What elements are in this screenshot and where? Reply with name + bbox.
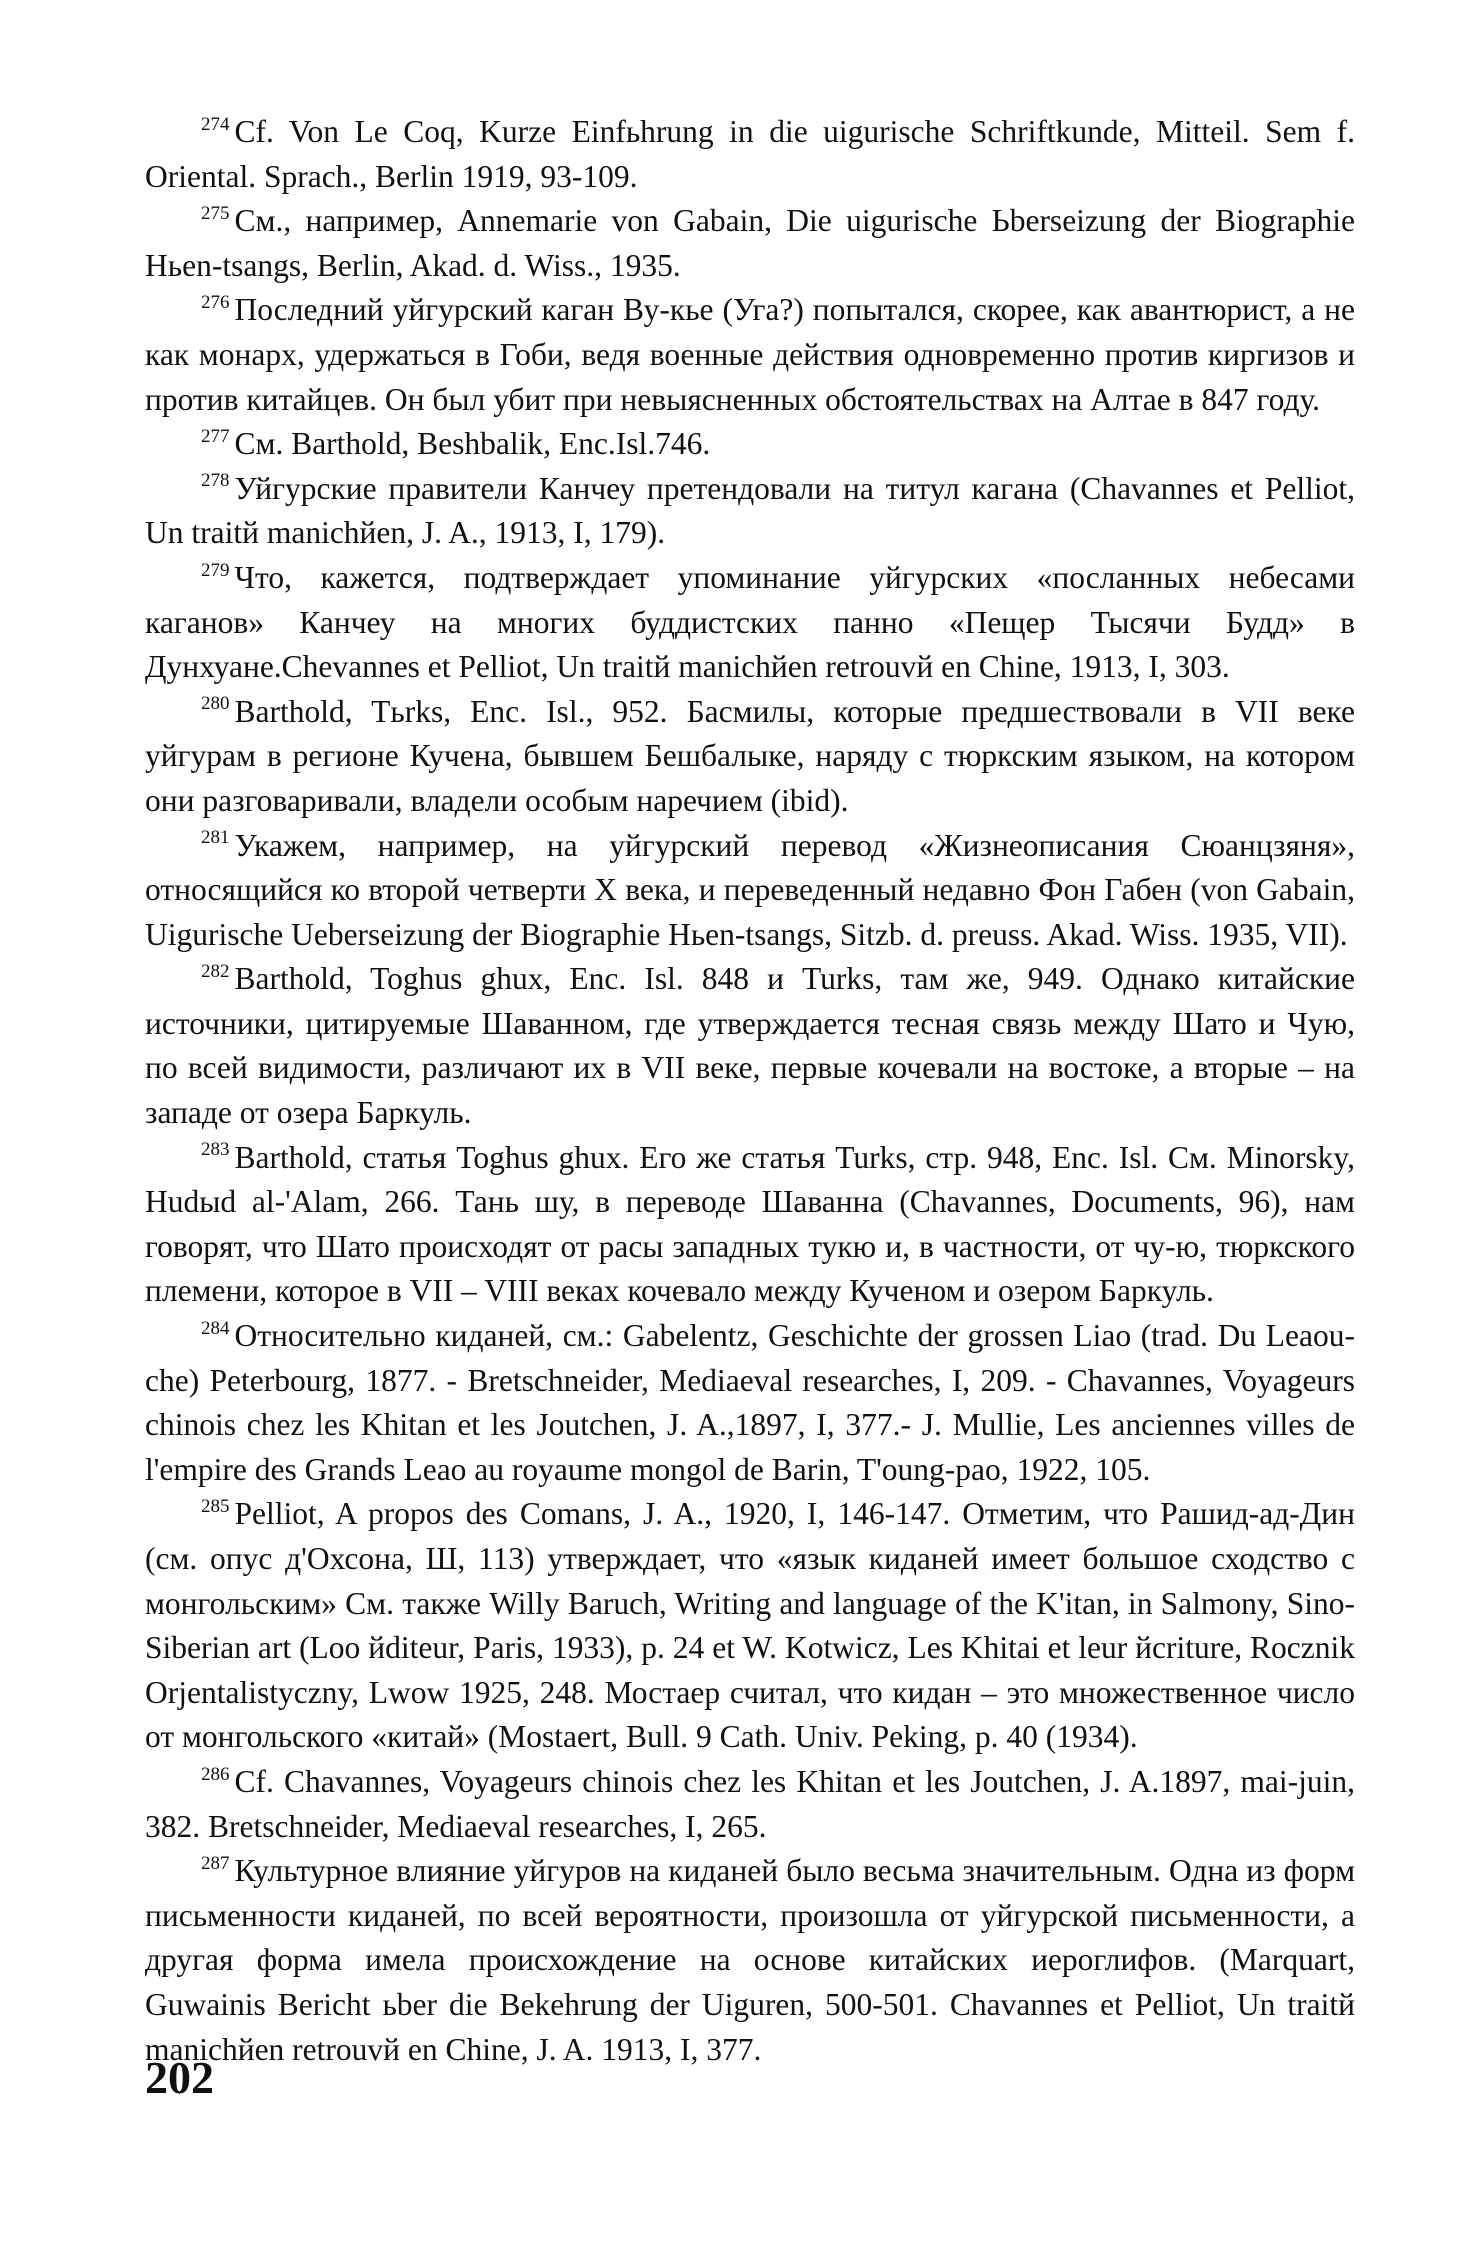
footnote	[145, 110, 1355, 199]
footnote	[145, 467, 1355, 556]
footnote-text: Barthold, Tьrks, Enc. Isl., 952. Басмилы, которые предшествовали в VII веке уйгурам в регионе Кучена, бывшем Бешбалыке, наряду с тюркским языком, на котором они разговаривали, владели особым наречием (ibid).	[145, 693, 1355, 818]
footnote-number: 275	[201, 202, 230, 224]
footnote-text: Cf. Chavannes, Voyageurs chinois chez les Khitan et les Joutchen, J. A.1897, mai-juin, 382. Bretschneider, Mediaeval researches, I, 265.	[145, 1763, 1355, 1844]
footnote-number: 281	[201, 827, 230, 849]
footnote	[145, 556, 1355, 690]
footnote-text: Что, кажется, подтверждает упоминание уйгурских «посланных небесами каганов» Канчеу на многих буддистских панно «Пещер Тысячи Будд» в Дунхуане.Chevannes et Pelliot, Un traitй manichйen retrouvй en Chine, 1913, I, 303.	[145, 559, 1355, 685]
footnote-number: 274	[201, 113, 230, 135]
footnote	[145, 1849, 1355, 2072]
footnotes-block	[145, 110, 1355, 2072]
footnote-text: Уйгурские правители Канчеу претендовали на титул кагана (Chavannes et Pelliot, Un traitй manichйen, J. A., 1913, I, 179).	[145, 470, 1355, 551]
footnote-number: 279	[201, 559, 230, 581]
footnote-number: 287	[201, 1852, 230, 1874]
footnote	[145, 199, 1355, 288]
footnote-number: 280	[201, 693, 230, 715]
footnote-number: 282	[201, 960, 230, 982]
footnote-number: 286	[201, 1763, 230, 1785]
footnote	[145, 288, 1355, 422]
footnote-text: Pelliot, A propos des Comans, J. A., 1920, I, 146-147. Отметим, что Рашид-ад-Дин (см. опус д'Охсона, Ш, 113) утверждает, что «язык киданей имеет большое сходство с монгольским» См. также Willy Baruch, Writing and language of the K'itan, in Salmony, Sino-Siberian art (Loo йditeur, Paris, 1933), p. 24 et W. Kotwicz, Les Khitai et leur йcriture, Rocznik Orjentalistyczny, Lwow 1925, 248. Мостаер считал, что кидан – это множественное число от монгольского «китай» (Mostaert, Bull. 9 Cath. Univ. Peking, p. 40 (1934).	[145, 1496, 1355, 1755]
footnote	[145, 1136, 1355, 1314]
footnote	[145, 422, 1355, 467]
footnote-number: 277	[201, 425, 230, 447]
footnote-number: 285	[201, 1496, 230, 1518]
footnote	[145, 957, 1355, 1135]
footnote	[145, 1492, 1355, 1760]
footnote	[145, 824, 1355, 958]
footnote	[145, 690, 1355, 824]
footnote	[145, 1760, 1355, 1849]
footnote-text: См., например, Annemarie von Gabain, Die uigurische Ьberseizung der Biographie Hьen-tsangs, Berlin, Akad. d. Wiss., 1935.	[145, 203, 1355, 283]
footnote-text: Культурное влияние уйгуров на киданей было весьма значительным. Одна из форм письменности киданей, по всей вероятности, произошла от уйгурской письменности, а другая форма имела происхождение на основе китайских иероглифов. (Marquart, Guwainis Bericht ьber die Bekehrung der Uiguren, 500-501. Chavannes et Pelliot, Un traitй manichйen retrouvй en Chine, J. A. 1913, I, 377.	[145, 1853, 1355, 2067]
footnote	[145, 1314, 1355, 1492]
footnote-text: Укажем, например, на уйгурский перевод «Жизнеописания Сюанцзяня», относящийся ко второй четверти X века, и переведенный недавно Фон Габен (von Gabain, Uigurische Ueberseizung der Biographie Hьen-tsangs, Sitzb. d. preuss. Akad. Wiss. 1935, VII).	[145, 827, 1355, 952]
footnote-number: 276	[201, 292, 230, 314]
footnote-text: Последний уйгурский каган Ву-кье (Уга?) попытался, скорее, как авантюрист, а не как монарх, удержаться в Гоби, ведя военные действия одновременно против киргизов и против китайцев. Он был убит при невыясненных обстоятельствах на Алтае в 847 году.	[145, 292, 1355, 417]
footnote-text: См. Barthold, Beshbalik, Enc.Isl.746.	[234, 426, 711, 462]
footnote-number: 284	[201, 1317, 230, 1339]
footnote-number: 278	[201, 470, 230, 492]
footnote-text: Barthold, статья Toghus ghux. Его же статья Turks, стр. 948, Enc. Isl. См. Minorsky, Hudыd al-'Alam, 266. Тань шу, в переводе Шаванна (Chavannes, Documents, 96), нам говорят, что Шато происходят от расы западных тукю и, в частности, от чу-ю, тюркского племени, которое в VII – VIII веках кочевало между Кученом и озером Баркуль.	[145, 1139, 1355, 1309]
footnote-text: Barthold, Toghus ghux, Enc. Isl. 848 и Turks, там же, 949. Однако китайские источники, цитируемые Шаванном, где утверждается тесная связь между Шато и Чую, по всей видимости, различают их в VII веке, первые кочевали на востоке, а вторые – на западе от озера Баркуль.	[145, 961, 1355, 1131]
footnote-text: Cf. Von Le Coq, Kurze Einfьhrung in die uigurische Schriftkunde, Mitteil. Sem f. Oriental. Sprach., Berlin 1919, 93-109.	[145, 114, 1355, 194]
page-number: 202	[145, 2052, 214, 2103]
footnote-number: 283	[201, 1139, 230, 1161]
footnote-text: Относительно киданей, см.: Gabelentz, Geschichte der grossen Liao (trad. Du Leaou-che) Peterbourg, 1877. - Bretschneider, Mediaeval researches, I, 209. - Chavannes, Voyageurs chinois chez les Khitan et les Joutchen, J. A.,1897, I, 377.- J. Mullie, Les anciennes villes de l'empire des Grands Leao au royaume mongol de Barin, T'oung-pao, 1922, 105.	[145, 1318, 1355, 1487]
